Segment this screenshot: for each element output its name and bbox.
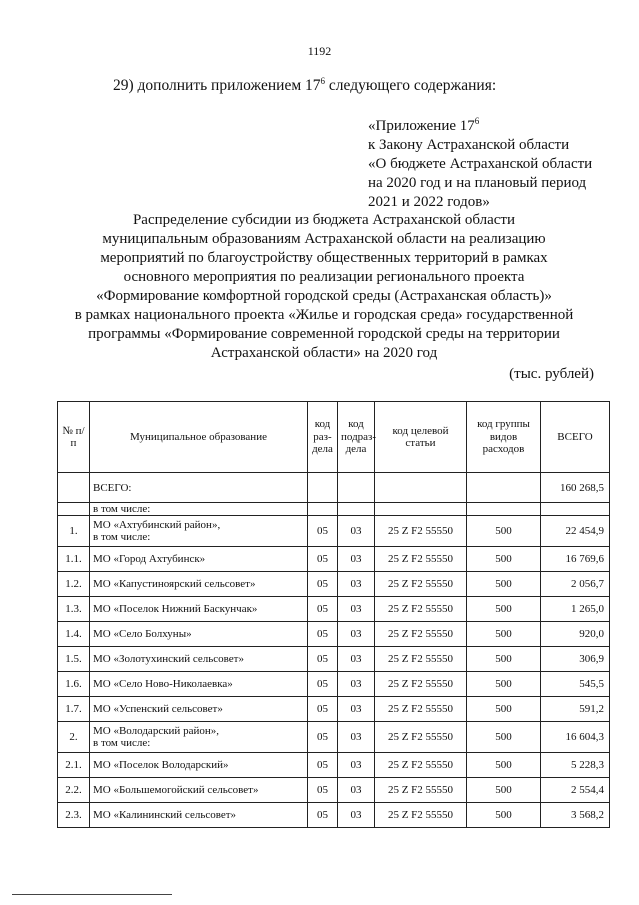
- row-name: [90, 647, 308, 672]
- table-row: [58, 547, 610, 572]
- annex-line-4: на 2020 год и на плановый период: [368, 175, 587, 191]
- row-target: 25 Z F2 55550: [375, 722, 467, 753]
- row-name-line: МО «Ахтубинский район»,: [93, 519, 221, 531]
- row-num: 1.4.: [58, 622, 90, 647]
- row-subsection: 03: [338, 778, 375, 803]
- row-name-line: МО «Золотухинский сельсовет»: [93, 653, 244, 665]
- row-total: 16 769,6: [541, 547, 610, 572]
- row-name: [90, 778, 308, 803]
- row-group: 500: [467, 516, 541, 547]
- row-name-line: МО «Село Болхуны»: [93, 628, 192, 640]
- row-name: [90, 622, 308, 647]
- row-section: 05: [308, 778, 338, 803]
- title-line: «Формирование комфортной городской среды (Астраханская область)»: [96, 288, 552, 304]
- row-target: 25 Z F2 55550: [375, 697, 467, 722]
- subsidy-table: [57, 401, 610, 828]
- row-group: 500: [467, 778, 541, 803]
- row-group: 500: [467, 803, 541, 828]
- row-num: 1.3.: [58, 597, 90, 622]
- row-section: 05: [308, 622, 338, 647]
- table-row: [58, 722, 610, 753]
- row-subsection: 03: [338, 622, 375, 647]
- row-name-line: МО «Володарский район»,: [93, 725, 219, 737]
- row-subsection: 03: [338, 697, 375, 722]
- row-target: 25 Z F2 55550: [375, 672, 467, 697]
- table-row: [58, 572, 610, 597]
- row-target: 25 Z F2 55550: [375, 572, 467, 597]
- row-name: [90, 597, 308, 622]
- row-num: 2.1.: [58, 753, 90, 778]
- row-target: 25 Z F2 55550: [375, 647, 467, 672]
- amendment-text-before: 29) дополнить приложением 17: [113, 77, 321, 95]
- row-total: 2 554,4: [541, 778, 610, 803]
- units-label: (тыс. рублей): [509, 366, 594, 382]
- row-total: 3 568,2: [541, 803, 610, 828]
- title-line: в рамках национального проекта «Жилье и городская среда» государственной: [74, 307, 574, 323]
- row-group: 500: [467, 647, 541, 672]
- row-group: 500: [467, 697, 541, 722]
- row-group: 500: [467, 672, 541, 697]
- row-total: 306,9: [541, 647, 610, 672]
- row-group: 500: [467, 622, 541, 647]
- row-section: 05: [308, 597, 338, 622]
- row-name-line: МО «Село Ново-Николаевка»: [93, 678, 233, 690]
- row-name: [90, 697, 308, 722]
- row-subsection: 03: [338, 753, 375, 778]
- row-target: 25 Z F2 55550: [375, 803, 467, 828]
- row-target: 25 Z F2 55550: [375, 622, 467, 647]
- title-line: Распределение субсидии из бюджета Астраханской области: [132, 212, 516, 228]
- row-total: 1 265,0: [541, 597, 610, 622]
- table-row: [58, 753, 610, 778]
- footer-divider: [12, 894, 172, 895]
- table-row: [58, 803, 610, 828]
- row-name-line: МО «Поселок Володарский»: [93, 759, 229, 771]
- row-subsection: 03: [338, 597, 375, 622]
- row-subsection: 03: [338, 572, 375, 597]
- row-section: 05: [308, 572, 338, 597]
- including-empty-cell: [541, 503, 610, 516]
- row-name: [90, 803, 308, 828]
- row-section: 05: [308, 697, 338, 722]
- row-name-line: МО «Калининский сельсовет»: [93, 809, 237, 821]
- total-empty-cell: [308, 473, 338, 503]
- row-total: 2 056,7: [541, 572, 610, 597]
- header-num: № п/п: [58, 402, 90, 473]
- row-target: 25 Z F2 55550: [375, 753, 467, 778]
- row-total: 5 228,3: [541, 753, 610, 778]
- row-num: 1.: [58, 516, 90, 547]
- row-section: 05: [308, 722, 338, 753]
- row-target: 25 Z F2 55550: [375, 597, 467, 622]
- total-label: ВСЕГО:: [90, 473, 308, 503]
- header-subsection: код подраз- дела: [338, 402, 375, 473]
- row-total: 22 454,9: [541, 516, 610, 547]
- row-total: 545,5: [541, 672, 610, 697]
- header-section: код раз- дела: [308, 402, 338, 473]
- header-total: ВСЕГО: [541, 402, 610, 473]
- row-name-line: МО «Большемогойский сельсовет»: [93, 784, 259, 796]
- row-total: 920,0: [541, 622, 610, 647]
- including-empty-cell: [308, 503, 338, 516]
- row-name: [90, 753, 308, 778]
- row-section: 05: [308, 547, 338, 572]
- row-group: 500: [467, 753, 541, 778]
- amendment-superscript: 6: [320, 76, 326, 86]
- row-name: [90, 572, 308, 597]
- table-row: [58, 647, 610, 672]
- including-label: в том числе:: [90, 503, 308, 516]
- row-name: [90, 672, 308, 697]
- row-num: 2.3.: [58, 803, 90, 828]
- table-row: [58, 778, 610, 803]
- row-num: 1.6.: [58, 672, 90, 697]
- title-line: мероприятий по благоустройству общественных территорий в рамках: [100, 250, 548, 266]
- including-row: [58, 503, 610, 516]
- row-name-line: МО «Успенский сельсовет»: [93, 703, 223, 715]
- row-name: [90, 722, 308, 753]
- total-empty-cell: [375, 473, 467, 503]
- including-empty-cell: [338, 503, 375, 516]
- row-num: 2.2.: [58, 778, 90, 803]
- annex-line-5: 2021 и 2022 годов»: [368, 194, 490, 210]
- annex-line-1-text: «Приложение 17: [368, 118, 475, 134]
- table-row: [58, 516, 610, 547]
- row-target: 25 Z F2 55550: [375, 516, 467, 547]
- including-empty-cell: [467, 503, 541, 516]
- row-total: 16 604,3: [541, 722, 610, 753]
- row-total: 591,2: [541, 697, 610, 722]
- row-num: 1.2.: [58, 572, 90, 597]
- row-group: 500: [467, 597, 541, 622]
- row-group: 500: [467, 722, 541, 753]
- including-num-cell: [58, 503, 90, 516]
- title-line: основного мероприятия по реализации регионального проекта: [123, 269, 525, 285]
- row-num: 2.: [58, 722, 90, 753]
- row-subsection: 03: [338, 672, 375, 697]
- table-row: [58, 672, 610, 697]
- annex-line-1: [368, 112, 592, 136]
- title-line: муниципальным образованиям Астраханской области на реализацию: [102, 231, 546, 247]
- row-name-line: МО «Город Ахтубинск»: [93, 553, 206, 565]
- header-target: код целевой статьи: [375, 402, 467, 473]
- row-num: 1.5.: [58, 647, 90, 672]
- row-section: 05: [308, 672, 338, 697]
- row-group: 500: [467, 572, 541, 597]
- title-line: Астраханской области» на 2020 год: [210, 345, 438, 361]
- annex-line-1-sup: 6: [474, 116, 480, 126]
- table-row: [58, 597, 610, 622]
- annex-header: [368, 112, 592, 212]
- row-group: 500: [467, 547, 541, 572]
- row-section: 05: [308, 516, 338, 547]
- row-name: [90, 547, 308, 572]
- row-subsection: 03: [338, 547, 375, 572]
- page-number: 1192: [307, 44, 332, 58]
- row-subsection: 03: [338, 647, 375, 672]
- table-row: [58, 697, 610, 722]
- row-name-line: МО «Поселок Нижний Баскунчак»: [93, 603, 258, 615]
- header-group: код группы видов расходов: [467, 402, 541, 473]
- row-name-subline: в том числе:: [93, 737, 151, 749]
- row-subsection: 03: [338, 722, 375, 753]
- amendment-text-after: следующего содержания:: [325, 77, 497, 95]
- title-line: программы «Формирование современной городской среды на территории: [88, 326, 560, 342]
- row-section: 05: [308, 753, 338, 778]
- row-name-subline: в том числе:: [93, 531, 151, 543]
- row-section: 05: [308, 803, 338, 828]
- row-name: [90, 516, 308, 547]
- table-header-row: [58, 402, 610, 473]
- amendment-line: [113, 76, 496, 95]
- header-name: Муниципальное образование: [90, 402, 308, 473]
- annex-line-3: «О бюджете Астраханской области: [368, 156, 593, 172]
- total-value: 160 268,5: [541, 473, 610, 503]
- total-empty-cell: [338, 473, 375, 503]
- row-name-line: МО «Капустиноярский сельсовет»: [93, 578, 256, 590]
- annex-line-2: к Закону Астраханской области: [368, 137, 570, 153]
- row-num: 1.1.: [58, 547, 90, 572]
- document-title: [60, 211, 588, 363]
- table-row: [58, 622, 610, 647]
- row-subsection: 03: [338, 803, 375, 828]
- total-empty-cell: [467, 473, 541, 503]
- row-subsection: 03: [338, 516, 375, 547]
- total-num-cell: [58, 473, 90, 503]
- row-num: 1.7.: [58, 697, 90, 722]
- row-target: 25 Z F2 55550: [375, 547, 467, 572]
- row-section: 05: [308, 647, 338, 672]
- total-row: [58, 473, 610, 503]
- including-empty-cell: [375, 503, 467, 516]
- row-target: 25 Z F2 55550: [375, 778, 467, 803]
